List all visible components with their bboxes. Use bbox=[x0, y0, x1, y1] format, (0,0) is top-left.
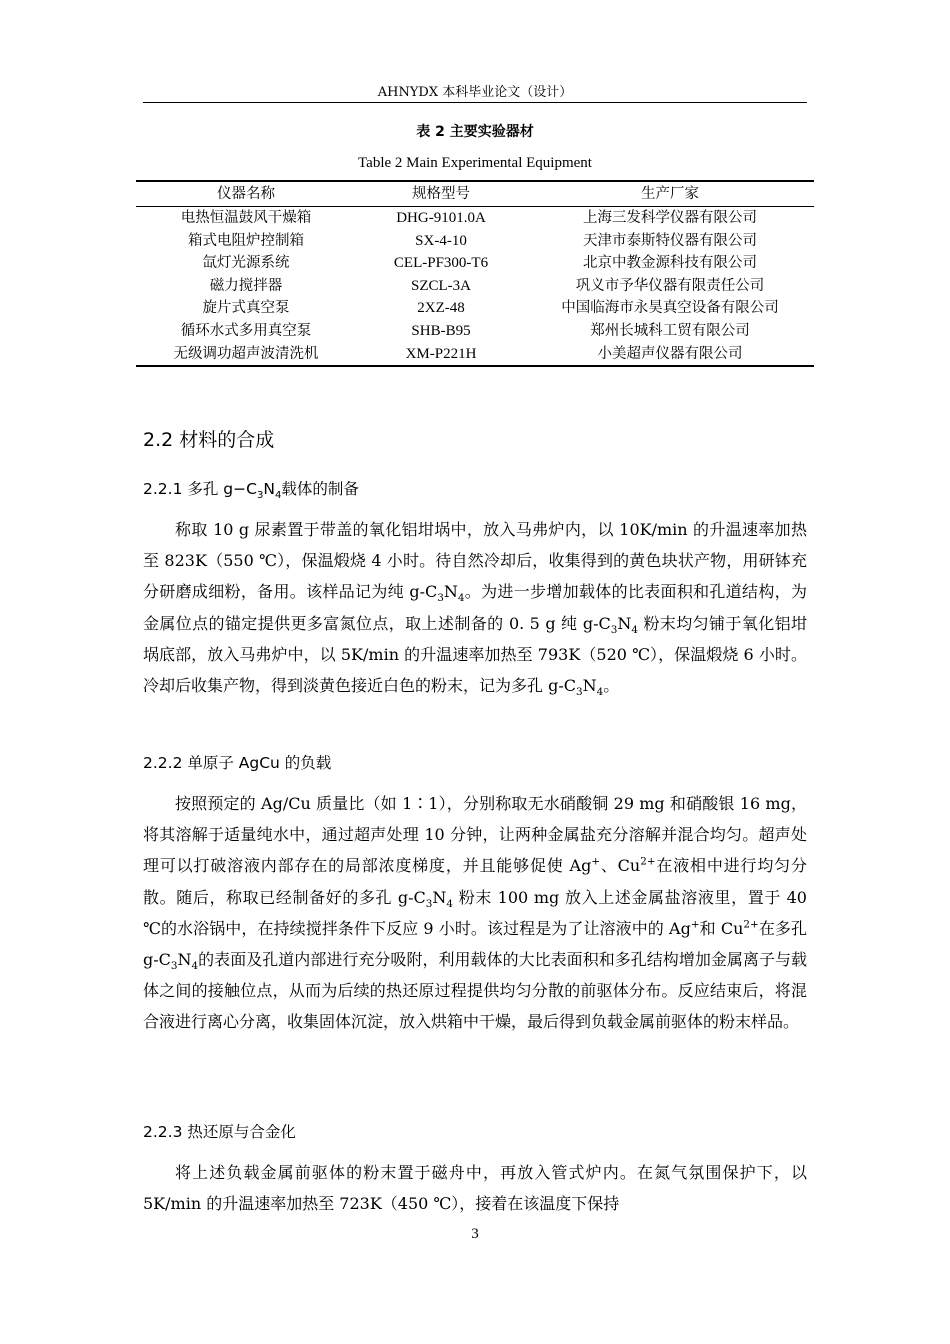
cell-name: 磁力搅拌器 bbox=[209, 277, 283, 294]
text-run: 和 Cu bbox=[699, 918, 744, 938]
text-run: N bbox=[432, 887, 447, 907]
table-caption-en: Table 2 Main Experimental Equipment bbox=[358, 155, 592, 171]
subscript: 3 bbox=[425, 897, 433, 910]
text-run: 粉末均匀铺于氧化铝坩埚底部，放入马弗炉中，以 5K/min 的升温速率加热至 793K（520 ℃），保温煅烧 6 小时。冷却后收集产物，得到淡黄色接近白色的粉末，记为多孔 g-C bbox=[143, 613, 807, 696]
paragraph-2-2-1 bbox=[143, 514, 807, 701]
cell-model: DHG-9101.0A bbox=[396, 210, 486, 226]
column-header-name: 仪器名称 bbox=[136, 181, 356, 207]
cell-name: 氙灯光源系统 bbox=[202, 255, 290, 272]
text-run: 。 bbox=[603, 676, 620, 696]
text-run: 的表面及孔道内部进行充分吸附，利用载体的大比表面积和多孔结构增加金属离子与载体之间的接触位点，从而为后续的热还原过程提供均匀分散的前驱体分布。反应结束后，将混合液进行离心分离，收集固体沉淀，放入烘箱中干燥，最后得到负载金属前驱体的粉末样品。 bbox=[143, 950, 807, 1032]
text-run: 、Cu bbox=[600, 856, 641, 876]
superscript: + bbox=[690, 918, 700, 931]
cell-model: SHB-B95 bbox=[411, 322, 471, 339]
text-run: N bbox=[177, 950, 192, 970]
subsection-title-2-2-1 bbox=[143, 478, 359, 500]
cell-model: XM-P221H bbox=[356, 343, 526, 367]
column-header-model: 规格型号 bbox=[356, 181, 526, 207]
subsection-title-2-2-3: 2.2.3 热还原与合金化 bbox=[143, 1123, 296, 1141]
cell-model: SZCL-3A bbox=[411, 277, 471, 294]
equipment-table bbox=[136, 180, 814, 367]
title-text: 载体的制备 bbox=[281, 480, 359, 498]
cell-manufacturer: 郑州长城科工贸有限公司 bbox=[590, 322, 750, 339]
table-row bbox=[136, 275, 814, 298]
text-run: 按照预定的 Ag/Cu 质量比（如 1∶1），分别称取无水硝酸铜 29 mg 和硝酸银 16 mg，将其溶解于适量纯水中，通过超声处理 10 分钟，让两种金属盐充分溶解并混合均匀。超声处理可以打破溶液内部存在的局部浓度梯度，并且能够促使 Ag bbox=[143, 794, 807, 876]
cell-name: 箱式电阻炉控制箱 bbox=[188, 232, 304, 249]
cell-manufacturer: 天津市泰斯特仪器有限公司 bbox=[583, 232, 757, 249]
subsection-title-2-2-2: 2.2.2 单原子 AgCu 的负载 bbox=[143, 754, 332, 772]
text-run: N bbox=[617, 613, 632, 633]
table-row bbox=[136, 297, 814, 320]
paragraph-2-2-2 bbox=[143, 788, 807, 1038]
cell-model: SX-4-10 bbox=[415, 232, 467, 249]
page-number: 3 bbox=[471, 1226, 479, 1242]
text-run: N bbox=[582, 676, 597, 696]
cell-name: 循环水式多用真空泵 bbox=[180, 322, 312, 339]
cell-manufacturer: 上海三发科学仪器有限公司 bbox=[583, 210, 757, 226]
table-header-row bbox=[136, 181, 814, 207]
cell-model: 2XZ-48 bbox=[417, 300, 465, 317]
superscript: 2+ bbox=[743, 918, 759, 931]
cell-manufacturer: 中国临海市永昊真空设备有限公司 bbox=[561, 300, 779, 317]
text-run: 。为进一步增加载体的比表面积和孔道结构，为金属位点的锚定提供更多富氮位点，取上述制备的 0. 5 g 纯 g-C bbox=[143, 582, 807, 633]
cell-name: 电热恒温鼓风干燥箱 bbox=[180, 210, 312, 226]
text-run: N bbox=[443, 582, 458, 602]
cell-manufacturer: 北京中教金源科技有限公司 bbox=[583, 255, 757, 272]
text-run: 在多孔 g-C bbox=[143, 918, 807, 970]
cell-manufacturer: 巩义市予华仪器有限责任公司 bbox=[575, 277, 765, 294]
subscript: 3 bbox=[170, 960, 178, 973]
cell-manufacturer: 小美超声仪器有限公司 bbox=[526, 343, 814, 367]
subscript: 4 bbox=[457, 592, 465, 605]
header-rule bbox=[143, 102, 807, 103]
superscript: + bbox=[591, 856, 601, 869]
text-run: 粉末 100 mg 放入上述金属盐溶液里，置于 40 ℃的水浴锅中，在持续搅拌条件下反应 9 小时。该过程是为了让溶液中的 Ag bbox=[143, 887, 807, 938]
subscript: 4 bbox=[596, 686, 604, 699]
subscript: 3 bbox=[256, 490, 264, 502]
superscript: 2+ bbox=[640, 856, 656, 869]
text-run: 在液相中进行均匀分散。随后，称取已经制备好的多孔 g-C bbox=[143, 856, 807, 907]
cell-name: 旋片式真空泵 bbox=[202, 300, 290, 317]
subscript: 4 bbox=[631, 623, 639, 636]
table-row bbox=[136, 230, 814, 253]
subscript: 3 bbox=[610, 623, 618, 636]
subscript: 3 bbox=[575, 686, 583, 699]
section-title: 2.2 材料的合成 bbox=[143, 429, 275, 451]
cell-model: CEL-PF300-T6 bbox=[393, 255, 489, 272]
column-header-manufacturer: 生产厂家 bbox=[526, 181, 814, 207]
subscript: 3 bbox=[437, 592, 444, 605]
cell-name: 无级调功超声波清洗机 bbox=[136, 343, 356, 367]
table-caption-cn: 表 2 主要实验器材 bbox=[416, 124, 534, 140]
subscript: 4 bbox=[274, 490, 282, 502]
table-row bbox=[136, 207, 814, 230]
table-row bbox=[136, 343, 814, 367]
running-header: AHNYDX 本科毕业论文（设计） bbox=[377, 85, 573, 100]
text-run: 称取 10 g 尿素置于带盖的氧化铝坩埚中，放入马弗炉内，以 10K/min 的升温速率加热至 823K（550 ℃），保温煅烧 4 小时。待自然冷却后，收集得到的黄色块状产物，用研钵充分研磨成细粉，备用。该样品记为纯 g-C bbox=[143, 520, 807, 602]
title-text: N bbox=[263, 480, 275, 498]
table-row bbox=[136, 320, 814, 343]
subscript: 4 bbox=[191, 960, 199, 973]
subscript: 4 bbox=[446, 897, 454, 910]
title-text: 2.2.1 多孔 g−C bbox=[143, 480, 257, 498]
paragraph-2-2-3: 将上述负载金属前驱体的粉末置于磁舟中，再放入管式炉内。在氮气氛围保护下，以 5K/min 的升温速率加热至 723K（450 ℃），接着在该温度下保持 bbox=[143, 1163, 807, 1214]
table-row bbox=[136, 252, 814, 275]
